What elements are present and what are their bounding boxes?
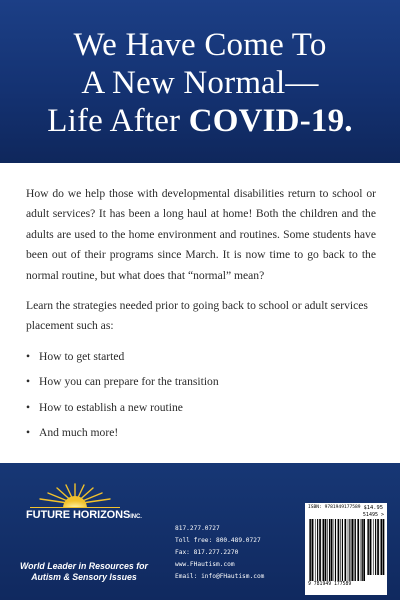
barcode-bar <box>351 519 353 581</box>
publisher-name-inc: INC. <box>130 514 142 520</box>
list-item-text: How to establish a new routine <box>39 400 183 414</box>
barcode-bar <box>310 519 311 581</box>
publisher-footer <box>0 463 400 600</box>
description-paragraph-1: How do we help those with developmental disabilities return to school or adult services? It has been a long haul at home! Both the children and the adults are used to the home environment and routines. Some students have been out of their programs since March. It is now time to go back to the normal routine, but what does that “normal” mean? <box>26 187 376 282</box>
barcode-bar <box>317 519 318 581</box>
barcode-bar <box>340 519 341 581</box>
isbn-barcode <box>305 503 387 595</box>
barcode-bar <box>368 519 369 575</box>
price-label: $14.95 <box>363 505 383 511</box>
list-item-text: How you can prepare for the transition <box>39 375 219 389</box>
barcode-bar <box>315 519 316 581</box>
barcode-bar <box>355 519 356 581</box>
publisher-name-main: FUTURE HORIZONS <box>26 509 131 521</box>
bullet-icon: • <box>26 349 31 363</box>
barcode-bar <box>322 519 323 581</box>
barcode-bar <box>327 519 328 581</box>
barcode-bar <box>357 519 359 581</box>
barcode-digits: 9 781949 177589 <box>308 582 352 587</box>
barcode-bar <box>349 519 350 581</box>
barcode-icon <box>309 519 365 581</box>
barcode-bar <box>363 519 365 581</box>
barcode-bar <box>375 519 376 575</box>
list-item-text: And much more! <box>39 426 119 440</box>
isbn-number: ISBN: 9781949177589 <box>308 505 361 510</box>
barcode-bar <box>354 519 355 581</box>
list-item <box>26 423 376 443</box>
tagline-line-2: Autism & Sensory Issues <box>31 572 137 582</box>
headline-line-3 <box>0 102 400 140</box>
barcode-bar <box>335 519 336 581</box>
publisher-logo <box>26 490 144 521</box>
contact-phone: 817.277.0727 <box>175 525 220 532</box>
description-paragraph-2: Learn the strategies needed prior to going back to school or adult services placement such as: <box>26 299 368 333</box>
headline-line-1: We Have Come To <box>73 27 327 63</box>
barcode-addon-icon <box>367 519 385 575</box>
barcode-bar <box>370 519 372 575</box>
price-code: 51495 > <box>362 512 384 518</box>
barcode-bar <box>381 519 382 575</box>
publisher-tagline <box>14 561 154 583</box>
list-item <box>26 347 376 367</box>
barcode-bar <box>325 519 327 581</box>
headline-covid-text: COVID-19. <box>188 103 353 139</box>
bullet-icon: • <box>26 375 31 389</box>
barcode-bar <box>367 519 368 575</box>
contact-toll-free: Toll free: 800.489.0727 <box>175 537 261 544</box>
barcode-bar <box>362 519 363 581</box>
barcode-bar <box>361 519 362 581</box>
headline-banner <box>0 0 400 163</box>
barcode-bar <box>377 519 379 575</box>
bullet-icon: • <box>26 426 31 440</box>
barcode-bar <box>380 519 381 575</box>
contact-email: Email: info@FHautism.com <box>175 573 265 580</box>
barcode-bar <box>331 519 333 581</box>
headline-line-2: A New Normal— <box>81 65 319 101</box>
barcode-bar <box>373 519 374 575</box>
barcode-bar <box>312 519 314 581</box>
barcode-bar <box>323 519 324 581</box>
list-item <box>26 398 376 418</box>
barcode-bar <box>348 519 349 581</box>
strategy-list <box>26 347 376 444</box>
contact-fax: Fax: 817.277.2270 <box>175 549 239 556</box>
description-body <box>26 184 376 448</box>
contact-website: www.FHautism.com <box>175 561 235 568</box>
barcode-bar <box>338 519 340 581</box>
barcode-bar <box>319 519 321 581</box>
sunrise-logo-icon <box>30 482 120 508</box>
publisher-contact-info <box>175 523 295 583</box>
list-item-text: How to get started <box>39 349 125 363</box>
barcode-bar <box>329 519 330 581</box>
barcode-bar <box>383 519 385 575</box>
isbn-line <box>308 505 386 510</box>
tagline-line-1: World Leader in Resources for <box>20 561 148 571</box>
headline-line-3-prefix: Life After <box>47 103 189 139</box>
publisher-name <box>26 509 151 521</box>
list-item <box>26 372 376 392</box>
barcode-bar <box>333 519 334 581</box>
barcode-bar <box>309 519 310 581</box>
barcode-bar <box>345 519 347 581</box>
bullet-icon: • <box>26 400 31 414</box>
barcode-bar <box>342 519 343 581</box>
